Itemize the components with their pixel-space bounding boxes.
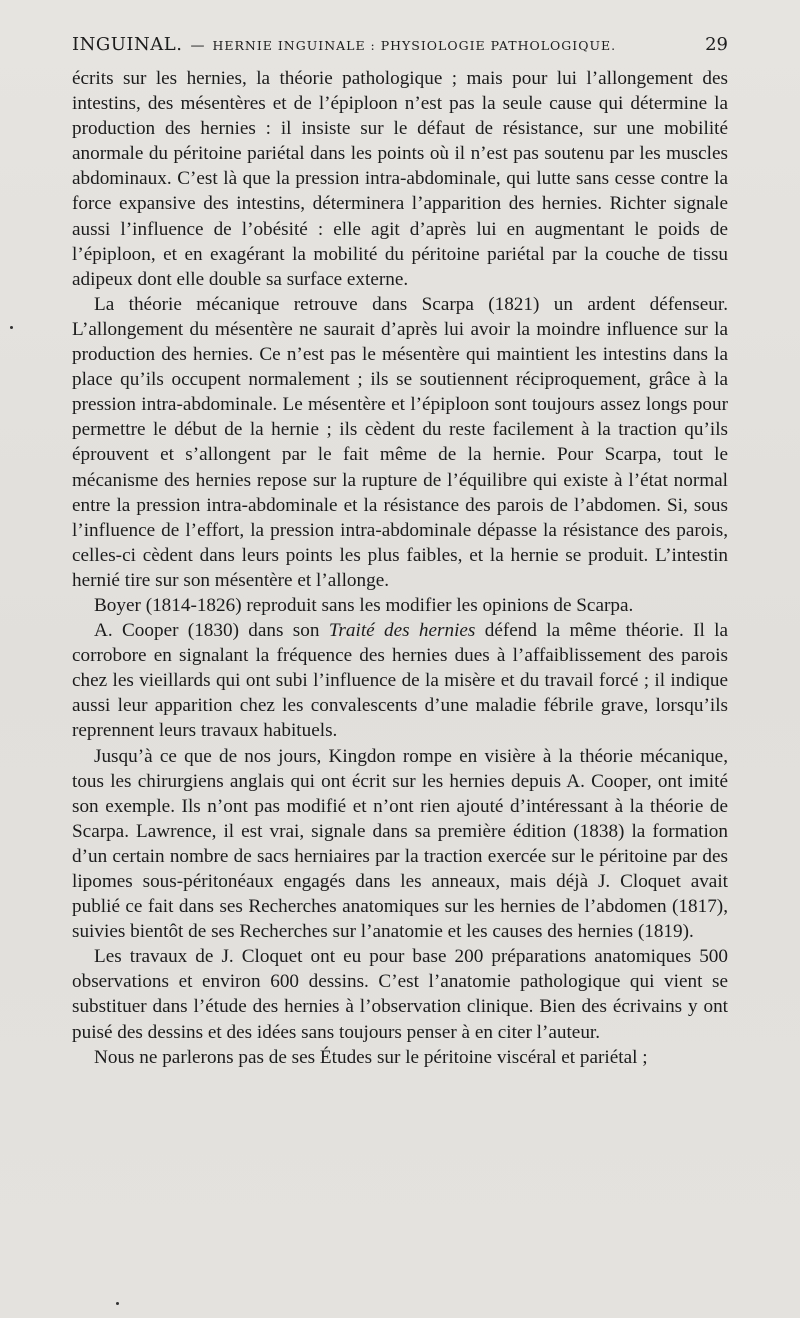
header-subtitle: HERNIE INGUINALE : PHYSIOLOGIE PATHOLOGIQUE. [212, 38, 617, 53]
header-left [72, 34, 616, 55]
paragraph: écrits sur les hernies, la théorie pathologique ; mais pour lui l’allongement des intestins, des mésentères et de l’épiploon n’est pas la seule cause qui détermine la production des hernies : il insiste sur le défaut de résistance, sur une mobilité anormale du péritoine pariétal dans les points où il n’est pas soutenu par les muscles abdominaux. C’est là que la pression intra-abdominale, qui lutte sans cesse contre la force expansive des intestins, déterminera l’apparition des hernies. Richter signale aussi l’influence de l’obésité : elle agit d’après lui en augmentant le poids de l’épiploon, et en exagérant la mobilité du péritoine pariétal par la couche de tissu adipeux dont elle double sa surface externe. [72, 68, 728, 290]
running-header [72, 34, 728, 62]
paragraph: Boyer (1814-1826) reproduit sans les modifier les opinions de Scarpa. [94, 594, 634, 616]
margin-speck [10, 326, 13, 329]
paragraph-text: A. Cooper (1830) dans son [94, 620, 329, 642]
paragraph: Les travaux de J. Cloquet ont eu pour base 200 préparations anatomiques 500 observations et environ 600 dessins. C’est l’anatomie pathologique qui vient se substituer dans l’étude des hernies à l’observation clinique. Bien des écrivains y ont puisé des dessins et des idées sans toujours penser à en citer l’auteur. [72, 946, 728, 1043]
paragraph: Jusqu’à ce que de nos jours, Kingdon rompe en visière à la théorie mécanique, tous les chirurgiens anglais qui ont écrit sur les hernies depuis A. Cooper, ont imité son exemple. Ils n’ont pas modifié et n’ont rien ajouté d’intéressant à la théorie de Scarpa. Lawrence, il est vrai, signale dans sa première édition (1838) la formation d’un certain nombre de sacs herniaires par la traction exercée sur le péritoine par des lipomes sous-péritonéaux engagés dans les anneaux, mais déjà J. Cloquet avait publié ce fait dans ses Recherches anatomiques sur les hernies de l’abdomen (1817), suivies bientôt de ses Recherches sur l’anatomie et les causes des hernies (1819). [72, 745, 728, 943]
paragraph: La théorie mécanique retrouve dans Scarpa (1821) un ardent défenseur. L’allongement du mésentère ne saurait d’après lui avoir la moindre influence sur la production des hernies. Ce n’est pas le mésentère qui maintient les intestins dans la place qu’ils occupent normalement ; ils se soutiennent réciproquement, grâce à la pression intra-abdominale. Le mésentère et l’épiploon sont toujours assez longs pour permettre le début de la hernie ; ils cèdent du reste facilement à la traction qu’ils éprouvent et s’allongent par le fait même de la hernie. Pour Scarpa, tout le mécanisme des hernies repose sur la rupture de l’équilibre qui existe à l’état normal entre la pression intra-abdominale et la résistance des parois de l’abdomen. Si, sous l’influence de l’effort, la pression intra-abdominale dépasse la résistance des parois, celles-ci cèdent dans leurs points les plus faibles, et la hernie se produit. L’intestin hernié tire sur son mésentère et l’allonge. [72, 293, 728, 591]
page-number: 29 [705, 34, 728, 55]
paragraph-text: défend la même théorie. Il la corrobore en signalant la fréquence des hernies dues à l’affaiblissement des parois chez les vieillards qui ont subi l’influence de la misère et du travail forcé ; il indique aussi leur apparition chez les convalescents d’une maladie fébrile grave, lorsqu’ils reprennent leurs travaux habituels. [72, 620, 728, 742]
body-text [72, 66, 728, 1070]
paragraph [72, 618, 728, 743]
paragraph: Nous ne parlerons pas de ses Études sur le péritoine viscéral et pariétal ; [94, 1046, 648, 1068]
running-title: INGUINAL. [72, 34, 183, 55]
book-title-italic: Traité des hernies [328, 620, 476, 642]
margin-speck [116, 1302, 119, 1305]
header-dash: — [190, 38, 205, 54]
